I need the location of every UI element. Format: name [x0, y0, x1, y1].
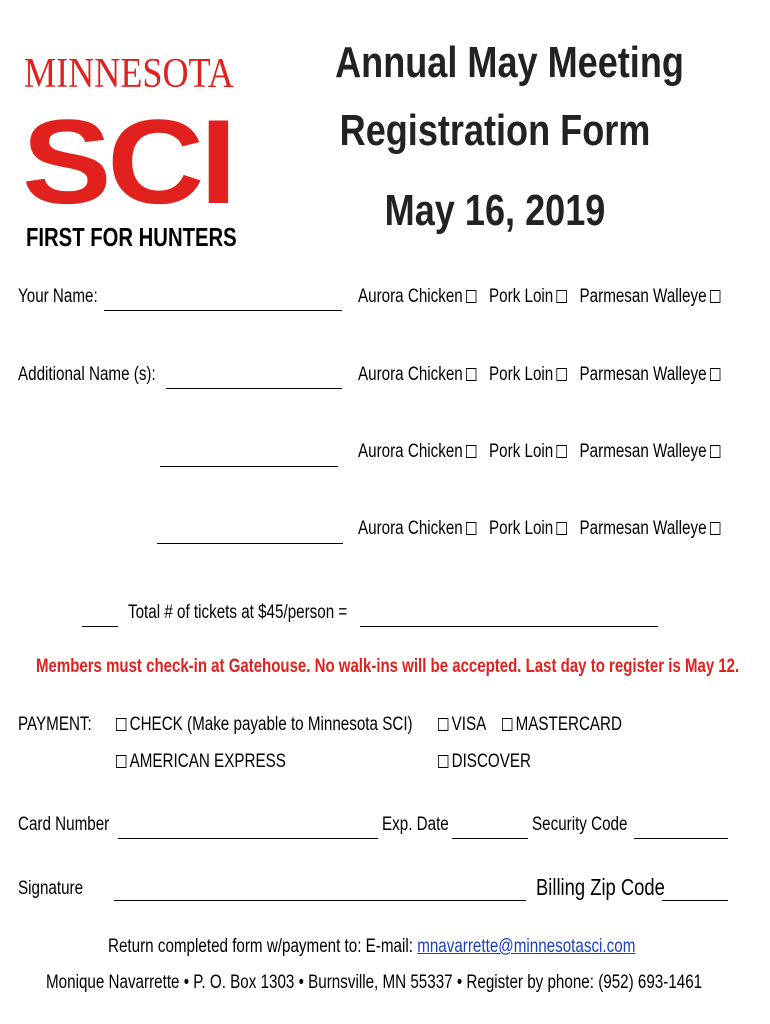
checkbox-amex[interactable]	[116, 755, 126, 768]
meal-option-label: Pork Loin	[489, 518, 554, 539]
billing-zip-label: Billing Zip Code	[536, 874, 665, 900]
return-instructions	[108, 936, 635, 958]
checkbox-parmesan-walleye-2[interactable]	[710, 368, 720, 381]
meal-option-label: Aurora Chicken	[358, 518, 463, 539]
meal-option-label: Pork Loin	[489, 364, 554, 385]
logo-state-text: MINNESOTA	[24, 51, 234, 97]
additional-name-field-1[interactable]	[166, 388, 342, 389]
email-link[interactable]: mnavarrette@minnesotasci.com	[417, 936, 636, 957]
signature-label: Signature	[18, 878, 84, 899]
logo-sci-wordmark: SCI	[22, 95, 233, 229]
checkbox-aurora-chicken-3[interactable]	[466, 445, 476, 458]
signature-field[interactable]	[114, 900, 526, 901]
meal-row-2	[358, 364, 720, 386]
ticket-total-field[interactable]	[360, 626, 658, 627]
meal-option-label: Parmesan Walleye	[579, 518, 707, 539]
meal-row-4	[358, 518, 720, 540]
checkbox-parmesan-walleye-3[interactable]	[710, 445, 720, 458]
ticket-count-field[interactable]	[82, 626, 118, 627]
meal-option-label: Pork Loin	[489, 441, 554, 462]
additional-name-label: Additional Name (s):	[18, 364, 156, 385]
logo-tagline: FIRST FOR HUNTERS	[26, 222, 237, 252]
meal-option-label: Parmesan Walleye	[579, 286, 707, 307]
additional-name-field-2[interactable]	[160, 466, 338, 467]
payment-discover-option	[438, 751, 531, 773]
form-title-line2: Registration Form	[339, 106, 651, 155]
checkbox-aurora-chicken-2[interactable]	[466, 368, 476, 381]
payment-visa-label: VISA	[451, 714, 487, 735]
meal-option-label: Aurora Chicken	[358, 441, 463, 462]
additional-name-field-3[interactable]	[157, 543, 343, 544]
meal-option-label: Aurora Chicken	[358, 286, 463, 307]
checkbox-aurora-chicken-4[interactable]	[466, 522, 476, 535]
payment-amex-label: AMERICAN EXPRESS	[129, 751, 286, 772]
card-number-label: Card Number	[18, 814, 110, 835]
payment-discover-label: DISCOVER	[451, 751, 531, 772]
form-title-line1: Annual May Meeting	[335, 38, 684, 87]
security-code-field[interactable]	[634, 838, 728, 839]
checkbox-parmesan-walleye-1[interactable]	[710, 290, 720, 303]
your-name-field[interactable]	[104, 310, 342, 311]
checkbox-pork-loin-4[interactable]	[556, 522, 566, 535]
checkbox-aurora-chicken-1[interactable]	[466, 290, 476, 303]
checkbox-check[interactable]	[116, 718, 126, 731]
billing-zip-field[interactable]	[662, 900, 728, 901]
registration-notice: Members must check-in at Gatehouse. No walk-ins will be accepted. Last day to register is May 12.	[36, 656, 740, 677]
checkbox-pork-loin-2[interactable]	[556, 368, 566, 381]
payment-check-label: CHECK (Make payable to Minnesota SCI)	[129, 714, 413, 735]
payment-label: PAYMENT:	[18, 714, 92, 735]
mailing-address: Monique Navarrette • P. O. Box 1303 • Burnsville, MN 55337 • Register by phone: (952) 693-1461	[46, 972, 703, 993]
meal-row-1	[358, 286, 720, 308]
payment-check-option	[116, 714, 413, 736]
checkbox-mastercard[interactable]	[502, 718, 512, 731]
meal-option-label: Aurora Chicken	[358, 364, 463, 385]
checkbox-pork-loin-1[interactable]	[556, 290, 566, 303]
payment-visa-option	[438, 714, 486, 736]
your-name-label: Your Name:	[18, 286, 98, 307]
ticket-total-label: Total # of tickets at $45/person =	[128, 602, 348, 623]
meal-option-label: Pork Loin	[489, 286, 554, 307]
meal-option-label: Parmesan Walleye	[579, 364, 707, 385]
checkbox-parmesan-walleye-4[interactable]	[710, 522, 720, 535]
exp-date-field[interactable]	[452, 838, 528, 839]
checkbox-discover[interactable]	[438, 755, 448, 768]
checkbox-visa[interactable]	[438, 718, 448, 731]
form-title-line3: May 16, 2019	[384, 186, 606, 235]
payment-mastercard-label: MASTERCARD	[515, 714, 623, 735]
meal-option-label: Parmesan Walleye	[579, 441, 707, 462]
card-number-field[interactable]	[118, 838, 378, 839]
checkbox-pork-loin-3[interactable]	[556, 445, 566, 458]
payment-amex-option	[116, 751, 286, 773]
exp-date-label: Exp. Date	[382, 814, 449, 835]
meal-row-3	[358, 441, 720, 463]
payment-mastercard-option	[502, 714, 622, 736]
security-code-label: Security Code	[532, 814, 628, 835]
return-text: Return completed form w/payment to: E-mail:	[108, 936, 418, 957]
logo-minnesota-wordmark	[24, 50, 234, 98]
